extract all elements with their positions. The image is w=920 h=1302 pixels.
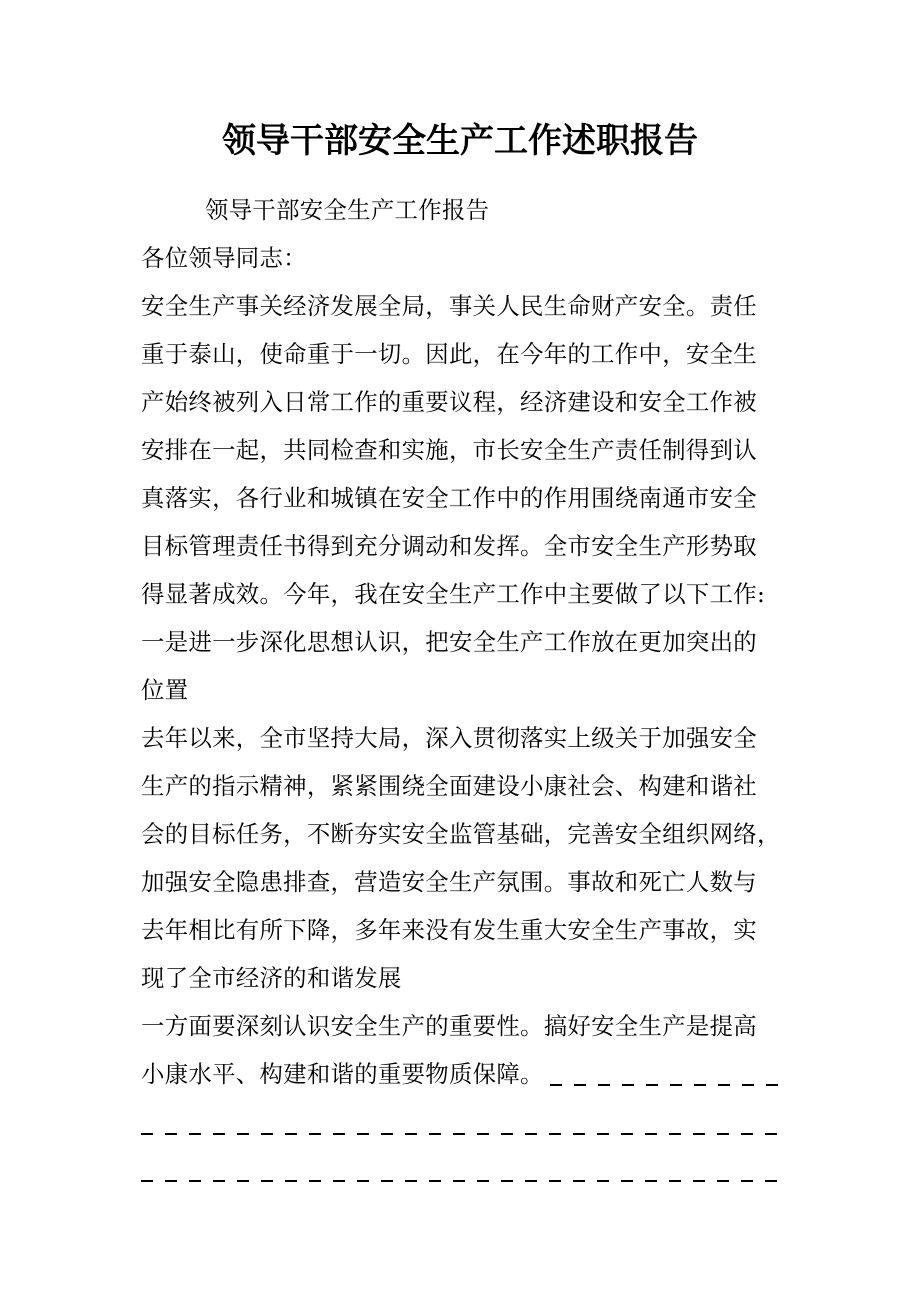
text-line: 生产的指示精神，紧紧围绕全面建设小康社会、构建和谐社 — [141, 772, 757, 800]
text-line: 产始终被列入日常工作的重要议程，经济建设和安全工作被 — [141, 388, 757, 416]
text-line-with-blank — [141, 1050, 785, 1098]
text-line: 目标管理责任书得到充分调动和发挥。全市安全生产形势取 — [141, 532, 757, 560]
text-line: 一方面要深刻认识安全生产的重要性。搞好安全生产是提高 — [141, 1012, 757, 1040]
text-line: 真落实，各行业和城镇在安全工作中的作用围绕南通市安全 — [141, 484, 757, 512]
text-line: 会的目标任务，不断夯实安全监管基础，完善安全组织网络， — [141, 820, 781, 848]
text-line: 现了全市经济的和谐发展 — [141, 964, 402, 992]
text-line: 位置 — [141, 676, 189, 704]
text-line: 加强安全隐患排查，营造安全生产氛围。事故和死亡人数与 — [141, 868, 757, 896]
text-line-last: 小康水平、构建和谐的重要物质保障。 — [141, 1060, 544, 1088]
text-line: 去年以来，全市坚持大局，深入贯彻落实上级关于加强安全 — [141, 724, 757, 752]
fill-in-blank-line — [141, 1133, 781, 1135]
document-body — [141, 186, 785, 1098]
fill-in-blank-line — [141, 1180, 781, 1182]
fill-in-blank-dashes — [550, 1084, 780, 1086]
text-line: 重于泰山，使命重于一切。因此，在今年的工作中，安全生 — [141, 340, 757, 368]
document-subtitle: 领导干部安全生产工作报告 — [205, 196, 490, 224]
text-line: 安全生产事关经济发展全局，事关人民生命财产安全。责任 — [141, 292, 757, 320]
document-title: 领导干部安全生产工作述职报告 — [222, 121, 698, 161]
salutation: 各位领导同志： — [141, 244, 307, 272]
text-line: 得显著成效。今年，我在安全生产工作中主要做了以下工作: — [141, 580, 766, 608]
text-line: 去年相比有所下降，多年来没有发生重大安全生产事故，实 — [141, 916, 757, 944]
text-line: 安排在一起，共同检查和实施，市长安全生产责任制得到认 — [141, 436, 757, 464]
text-line: 一是进一步深化思想认识，把安全生产工作放在更加突出的 — [141, 628, 757, 656]
